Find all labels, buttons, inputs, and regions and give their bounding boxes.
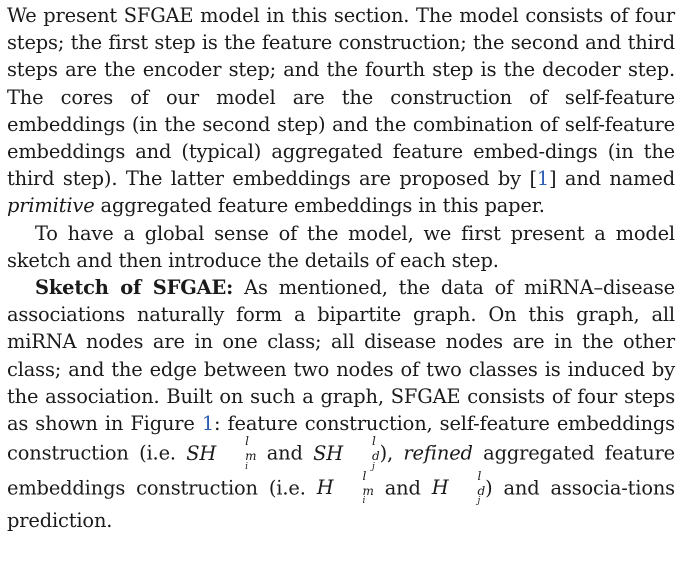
math-sh-d [313,434,380,472]
math-scripts [344,435,380,470]
section-heading-inline: Sketch of SFGAE: [35,276,234,300]
math-subsubscript: i [245,461,248,472]
paragraph-global-sense [7,220,675,274]
math-scripts [217,435,256,470]
math-superscript: l [477,468,482,483]
text-span: ), [379,441,404,465]
math-symbol: SH [313,441,344,465]
math-subscript: m i [217,450,256,472]
math-h-m [316,468,374,507]
text-span: and [373,476,432,500]
math-subscript: m i [334,485,373,507]
paragraph-model-overview: We present SFGAE model in this section. The model consists of four steps; the first step is the feature construction; the second and third steps are the encoder step; and the fourth step is the decoder step. The cores of our model are the construction of self-feature embeddings (in the second step) and the combination of self-feature embeddings and (typical) aggregated feature embed-dings (in the third step). The latter embeddings are proposed by [1] and named primitive aggregated feature embeddings in this paper. [7,4,675,218]
math-subscript: d j [344,450,380,472]
math-sh-m [186,434,257,472]
math-scripts [334,470,373,505]
emphasis-text: refined [403,441,473,465]
math-symbol: SH [186,441,217,465]
text-span: aggregated feature embeddings in this paper. [94,194,545,218]
text-span: : feature construction, self-feature embeddings construction (i.e. [7,412,675,465]
text-span: We present SFGAE model in this section. The model consists of four steps; the first step is the feature construction; the second and third steps are the encoder step; and the fourth step is the decoder step. The cores of our model are the construction of self-feature embeddings (in the second step) and the combination of self-feature embeddings and (typical) aggregated feature embed-dings (in the third step). The latter embeddings are proposed by [7,4,675,191]
math-subscript: d j [450,485,486,507]
math-subsubscript: i [362,496,366,507]
text-span: and [256,441,314,465]
text-span: ) and associa-tions prediction. [7,476,675,532]
math-subsubscript: j [372,461,375,472]
math-superscript: l [372,434,376,449]
math-superscript: l [245,434,249,449]
math-symbol: H [431,476,449,500]
math-subsubscript: j [477,496,481,507]
figure-link[interactable]: 1 [201,412,215,436]
math-h-d [431,468,486,507]
text-span: ] and named [549,167,675,191]
math-superscript: l [362,468,367,483]
paragraph-sketch [7,274,675,534]
text-span: aggregated feature embeddings construction (i.e. [7,441,675,500]
paper-page [7,2,675,534]
text-span: As mentioned, the data of miRNA–disease associations naturally form a bipartite graph. On this graph, all miRNA nodes are in one class; all disease nodes are in the other class; and the edge between two nodes of two classes is induced by the association. Built on such a graph, SFGAE consists of four steps as shown in Figure [7,276,676,436]
citation-link[interactable]: 1 [536,167,550,191]
text-span: To have a global sense of the model, we first present a model sketch and then introduce the details of each step. [7,221,675,272]
math-symbol: H [316,476,334,500]
emphasis-text: primitive [7,194,95,218]
math-scripts [450,470,486,505]
